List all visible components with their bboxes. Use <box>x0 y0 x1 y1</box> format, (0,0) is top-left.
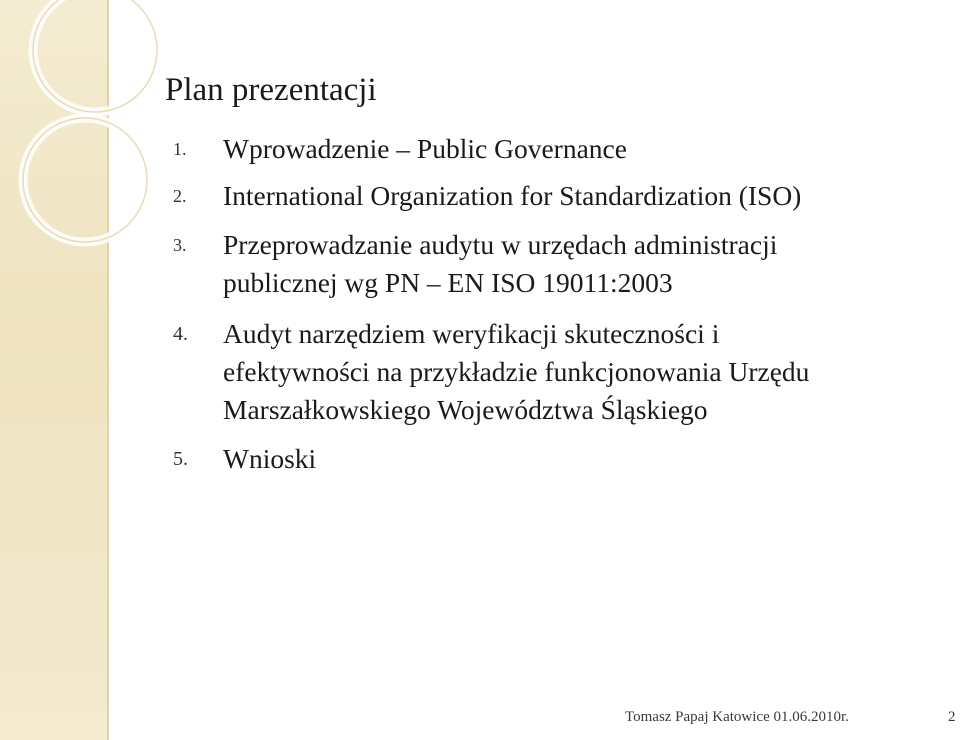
agenda-item-line: publicznej wg PN – EN ISO 19011:2003 <box>223 267 673 298</box>
ring-middle-outline <box>23 118 147 242</box>
page-number: 2 <box>948 709 956 725</box>
agenda-item-text <box>223 440 943 478</box>
agenda-item-line: Przeprowadzanie audytu w urzędach administracji <box>223 229 778 260</box>
agenda-item-text <box>223 226 943 302</box>
agenda-item-number: 1. <box>173 139 187 159</box>
agenda-item-text <box>223 130 943 168</box>
agenda-item-line: International Organization for Standardization (ISO) <box>223 180 802 211</box>
agenda-item-line: Audyt narzędziem weryfikacji skuteczności i <box>223 318 720 349</box>
agenda-item-line: Wprowadzenie – Public Governance <box>223 133 627 164</box>
slide-title: Plan prezentacji <box>165 72 377 108</box>
agenda-item-text <box>223 315 943 429</box>
agenda-item-line: Marszałkowskiego Województwa Śląskiego <box>223 394 708 425</box>
agenda-item-line: efektywności na przykładzie funkcjonowania Urzędu <box>223 356 810 387</box>
agenda-item-line: Wnioski <box>223 443 317 474</box>
agenda-item-number: 3. <box>173 235 187 255</box>
decorative-rings <box>0 0 200 320</box>
footer-author-date: Tomasz Papaj Katowice 01.06.2010r. <box>625 709 849 725</box>
agenda-item-text <box>223 177 943 215</box>
ring-top-outline <box>33 0 157 112</box>
agenda-item-number: 4. <box>173 323 188 345</box>
agenda-item-number: 2. <box>173 186 187 206</box>
agenda-item-number: 5. <box>173 448 188 470</box>
